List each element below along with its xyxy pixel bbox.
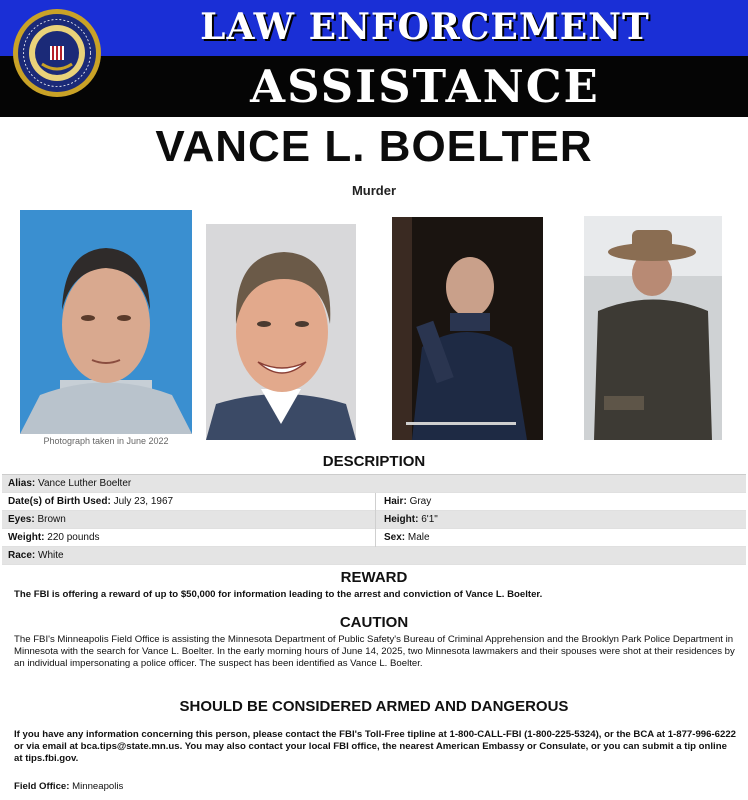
alias-value: Vance Luther Boelter <box>38 478 132 489</box>
race-value: White <box>38 550 64 561</box>
table-row <box>2 547 746 565</box>
dob-value: July 23, 1967 <box>113 496 174 507</box>
eyes-label: Eyes: <box>8 514 35 525</box>
height-value: 6'1" <box>421 514 438 525</box>
hair-value: Gray <box>409 496 432 507</box>
weight-label: Weight: <box>8 532 45 543</box>
alias-label: Alias: <box>8 478 36 489</box>
photo-caption: Photograph taken in June 2022 <box>43 436 169 446</box>
table-row <box>2 493 746 511</box>
dob-label: Date(s) of Birth Used: <box>8 496 111 507</box>
height-label: Height: <box>384 514 419 525</box>
armed-dangerous-warning: SHOULD BE CONSIDERED ARMED AND DANGEROUS <box>179 698 569 715</box>
hair-label: Hair: <box>384 496 407 507</box>
subject-name: VANCE L. BOELTER <box>155 122 593 171</box>
description-table <box>2 474 746 565</box>
sex-label: Sex: <box>384 532 406 543</box>
field-office-value: Minneapolis <box>72 781 124 792</box>
header-banner <box>0 0 748 117</box>
photo-1-portrait <box>20 210 192 434</box>
table-row <box>2 529 746 547</box>
fbi-seal-icon <box>12 8 102 98</box>
description-title: DESCRIPTION <box>322 453 426 470</box>
reward-title: REWARD <box>340 569 408 586</box>
contact-text: If you have any information concerning this person, please contact the FBI's Toll-Free tipline at 1-800-CALL-FBI (1-800-225-5324), or the BCA at 1-877-996-6222 or via email at bca.tips@state.mn.us. You may also contact your local FBI office, the nearest American Embassy or Consulate, or you can submit a tip online at tips.fbi.gov. <box>14 729 736 764</box>
table-row <box>2 511 746 529</box>
photo-2-smiling <box>206 224 356 440</box>
race-label: Race: <box>8 550 36 561</box>
field-office <box>14 781 736 793</box>
sex-value: Male <box>407 532 430 543</box>
eyes-value: Brown <box>37 514 66 525</box>
reward-text: The FBI is offering a reward of up to $50,000 for information leading to the arrest and conviction of Vance L. Boelter. <box>14 589 543 600</box>
photo-4-surveillance-hat <box>584 216 722 440</box>
crime-label: Murder <box>351 183 397 198</box>
caution-title: CAUTION <box>339 614 409 631</box>
caution-text: The FBI's Minneapolis Field Office is assisting the Minnesota Department of Public Safety's Bureau of Criminal Apprehension and the Brooklyn Park Police Department in Minnesota with the search for Vance L. Boelter. In the early morning hours of June 14, 2025, two Minnesota lawmakers and their spouses were shot at their residences by an individual impersonating a police officer. The suspect has been identified as Vance L. Boelter. <box>14 634 735 669</box>
photo-3-surveillance-night <box>392 217 543 440</box>
banner-title-line1: LAW ENFORCEMENT <box>200 6 650 48</box>
weight-value: 220 pounds <box>47 532 100 543</box>
field-office-label: Field Office: <box>14 781 70 792</box>
banner-title-line2: ASSISTANCE <box>250 60 600 113</box>
table-row <box>2 475 746 493</box>
